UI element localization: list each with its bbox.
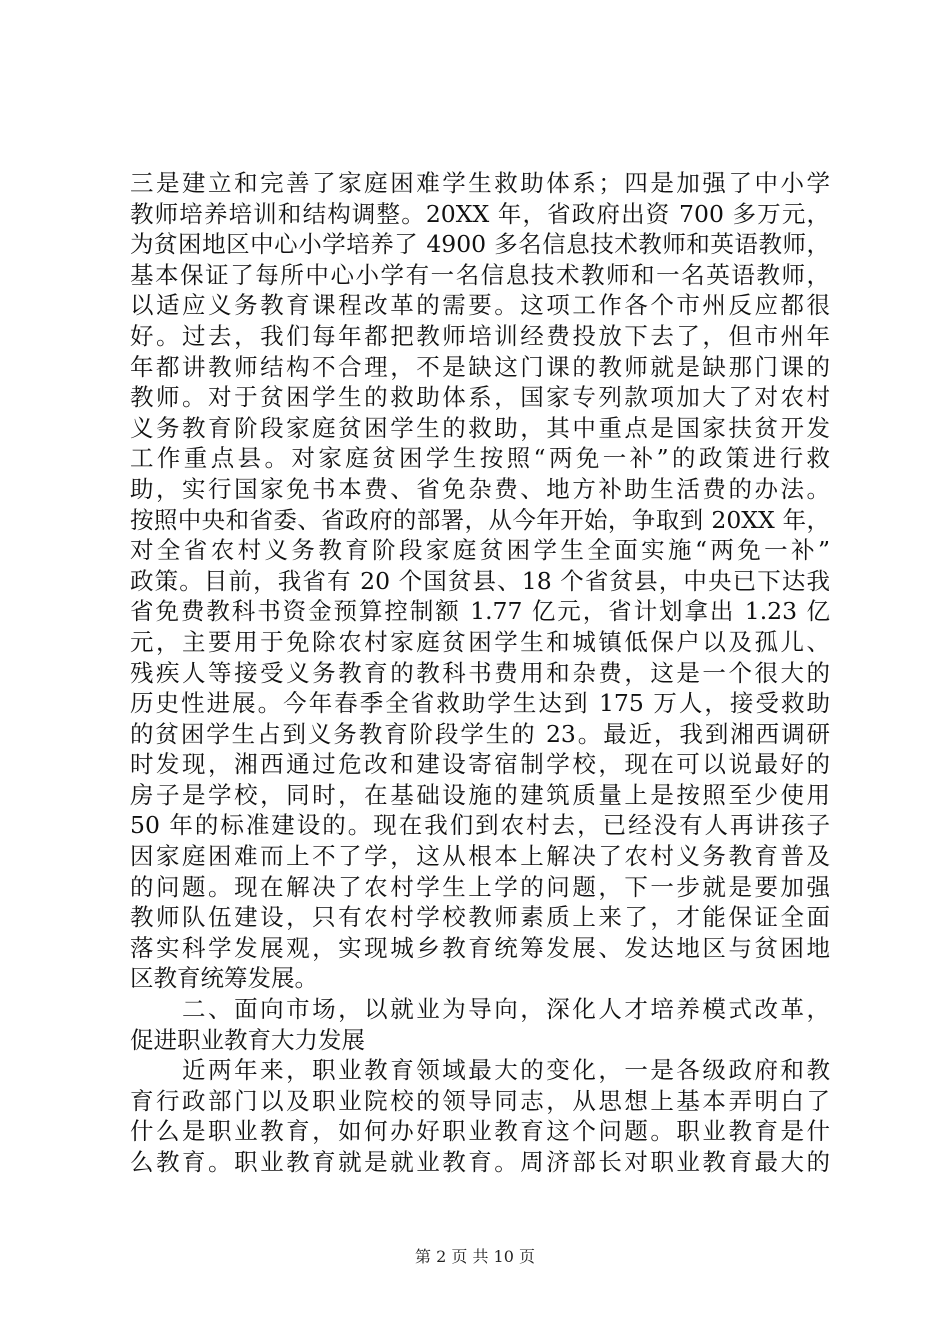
text-line: 残疾人等接受义务教育的教科书费用和杂费，这是一个很大的 <box>130 658 830 687</box>
text-line: 助，实行国家免书本费、省免杂费、地方补助生活费的办法。 <box>130 474 830 503</box>
text-line: 房子是学校，同时，在基础设施的建筑质量上是按照至少使用 <box>130 780 830 809</box>
text-line: 么教育。职业教育就是就业教育。周济部长对职业教育最大的 <box>130 1148 830 1176</box>
body-text <box>130 168 830 1178</box>
text-line: 50 年的标准建设的。现在我们到农村去，已经没有人再讲孩子 <box>130 811 830 840</box>
text-line: 年都讲教师结构不合理，不是缺这门课的教师就是缺那门课的 <box>130 352 830 381</box>
text-line: 工作重点县。对家庭贫困学生按照“两免一补”的政策进行救 <box>130 444 830 473</box>
text-line: 的问题。现在解决了农村学生上学的问题，下一步就是要加强 <box>130 872 830 901</box>
text-line: 义务教育阶段家庭贫困学生的救助，其中重点是国家扶贫开发 <box>130 413 830 442</box>
text-line: 元，主要用于免除农村家庭贫困学生和城镇低保户以及孤儿、 <box>130 627 830 656</box>
text-line: 省免费教科书资金预算控制额 1.77 亿元，省计划拿出 1.23 亿 <box>130 597 830 626</box>
text-line: 近两年来，职业教育领域最大的变化，一是各级政府和教 <box>130 1056 830 1085</box>
page-footer: 第 2 页 共 10 页 <box>415 1247 535 1266</box>
text-line: 什么是职业教育，如何办好职业教育这个问题。职业教育是什 <box>130 1117 830 1146</box>
text-line: 好。过去，我们每年都把教师培训经费投放下去了，但市州年 <box>130 321 830 350</box>
text-line: 教师培养培训和结构调整。20XX 年，省政府出资 700 多万元， <box>130 199 830 228</box>
text-line: 基本保证了每所中心小学有一名信息技术教师和一名英语教师， <box>130 260 830 289</box>
text-line: 对全省农村义务教育阶段家庭贫困学生全面实施“两免一补” <box>130 536 830 565</box>
text-line: 教师队伍建设，只有农村学校教师素质上来了，才能保证全面 <box>130 903 830 932</box>
text-line: 时发现，湘西通过危改和建设寄宿制学校，现在可以说最好的 <box>130 750 830 779</box>
text-line: 落实科学发展观，实现城乡教育统筹发展、发达地区与贫困地 <box>130 933 830 962</box>
text-line: 以适应义务教育课程改革的需要。这项工作各个市州反应都很 <box>130 291 830 320</box>
text-line: 育行政部门以及职业院校的领导同志，从思想上基本弄明白了 <box>130 1086 830 1115</box>
text-line: 二、面向市场，以就业为导向，深化人才培养模式改革， <box>130 995 830 1024</box>
text-line: 教师。对于贫困学生的救助体系，国家专列款项加大了对农村 <box>130 383 830 412</box>
text-line: 因家庭困难而上不了学，这从根本上解决了农村义务教育普及 <box>130 842 830 871</box>
text-line: 促进职业教育大力发展 <box>130 1025 365 1054</box>
text-line: 按照中央和省委、省政府的部署，从今年开始，争取到 20XX 年， <box>130 505 830 534</box>
text-line: 政策。目前，我省有 20 个国贫县、18 个省贫县，中央已下达我 <box>130 566 830 595</box>
text-line: 区教育统筹发展。 <box>130 964 318 993</box>
text-line: 历史性进展。今年春季全省救助学生达到 175 万人，接受救助 <box>130 689 830 718</box>
text-line: 三是建立和完善了家庭困难学生救助体系；四是加强了中小学 <box>130 169 830 197</box>
text-line: 为贫困地区中心小学培养了 4900 多名信息技术教师和英语教师， <box>130 230 830 259</box>
text-line: 的贫困学生占到义务教育阶段学生的 23。最近，我到湘西调研 <box>130 719 830 748</box>
